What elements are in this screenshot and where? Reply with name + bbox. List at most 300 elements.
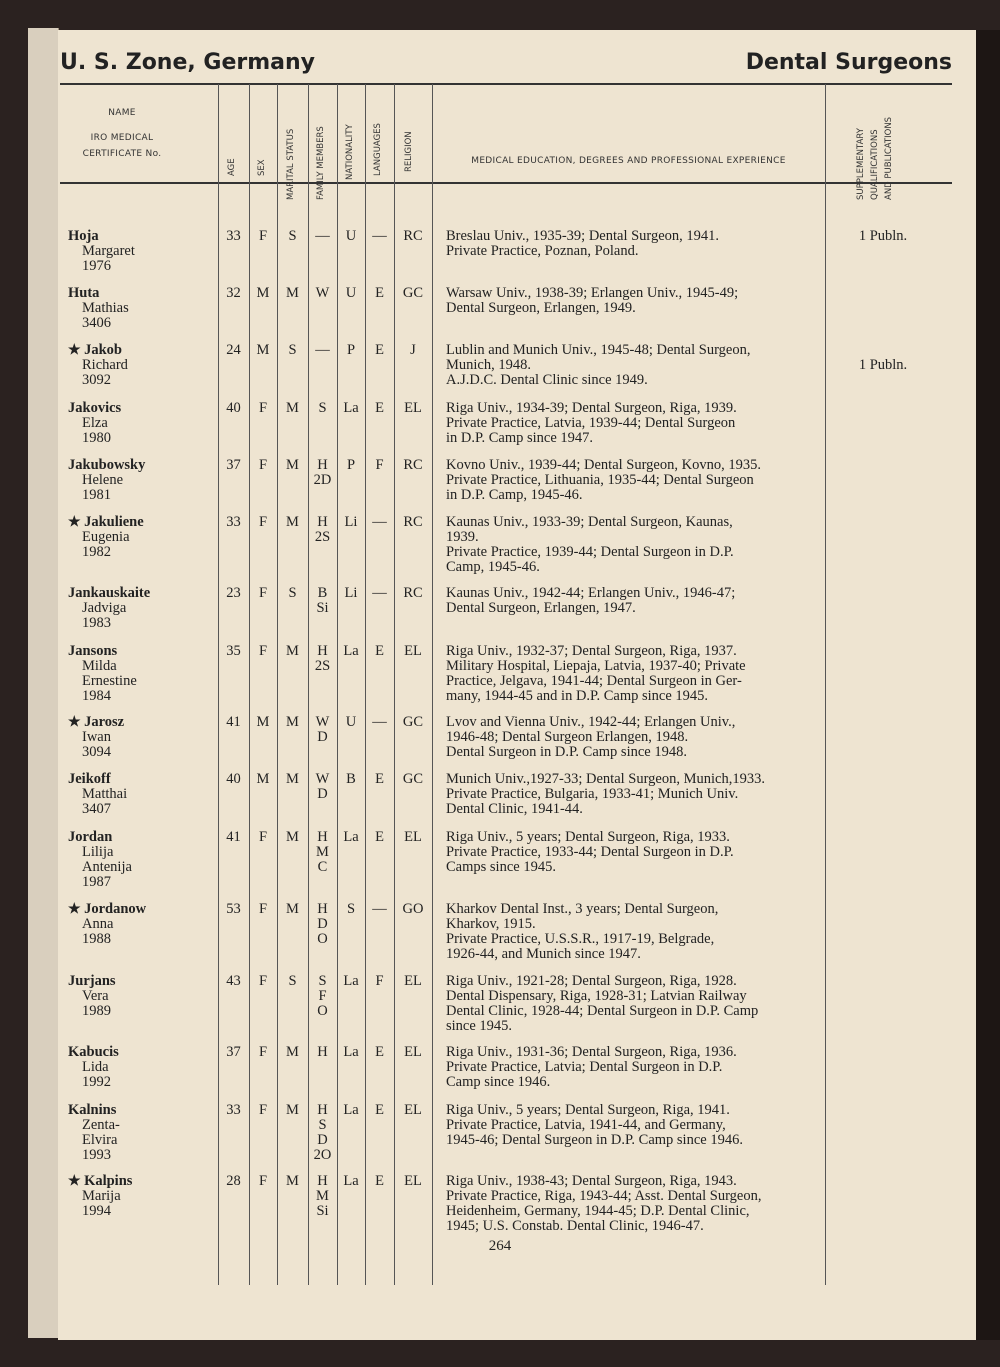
certificate-number: 1992 — [82, 1074, 111, 1090]
sex-cell: F — [258, 514, 268, 530]
surname-text: Jansons — [68, 643, 118, 659]
given-name: Eugenia — [82, 529, 130, 545]
family-cell — [308, 458, 337, 488]
marital-cell: M — [286, 771, 299, 787]
education-line: Warsaw Univ., 1938-39; Erlangen Univ., 1945-49; — [446, 285, 739, 301]
sex-cell: F — [258, 1044, 268, 1060]
family-column-header: FAMILY MEMBERS — [316, 126, 326, 200]
education-cell — [446, 458, 830, 503]
education-cell — [446, 1045, 830, 1090]
surname — [68, 902, 198, 917]
supp-column-header-1: SUPPLEMENTARY — [856, 128, 866, 200]
education-cell — [446, 715, 830, 760]
certificate-number: 1984 — [82, 688, 111, 704]
lang-cell: F — [375, 457, 384, 473]
surname-text: Kalnins — [68, 1102, 117, 1118]
education-cell — [446, 586, 830, 616]
education-cell — [446, 644, 830, 704]
certificate-number: 1993 — [82, 1147, 111, 1163]
education-line: Kovno Univ., 1939-44; Dental Surgeon, Kovno, 1935. — [446, 457, 761, 473]
given-name: Margaret — [82, 243, 135, 259]
name-cell — [68, 1174, 198, 1219]
given-name: Elza — [82, 415, 108, 431]
education-line: Camp since 1946. — [446, 1074, 551, 1090]
marital-cell: M — [286, 1044, 299, 1060]
education-line: many, 1944-45 and in D.P. Camp since 1945. — [446, 688, 709, 704]
rel-cell: GC — [402, 714, 424, 730]
surname-text: Jankauskaite — [68, 585, 151, 601]
rel-cell: GO — [402, 901, 424, 917]
education-line: Kaunas Univ., 1933-39; Dental Surgeon, Kaunas, — [446, 514, 733, 530]
education-line: Dental Clinic, 1928-44; Dental Surgeon in D.P. Camp — [446, 1003, 759, 1019]
education-line: Munich Univ.,1927-33; Dental Surgeon, Munich,1933. — [446, 771, 765, 787]
family-cell — [308, 515, 337, 545]
marital-cell: M — [286, 829, 299, 845]
name-cell — [68, 401, 198, 446]
family-member: F — [318, 988, 327, 1004]
education-line: Private Practice, 1933-44; Dental Surgeon in D.P. — [446, 844, 734, 860]
sex-cell: F — [258, 643, 268, 659]
age-cell: 24 — [226, 342, 241, 358]
nat-cell: Li — [344, 585, 358, 601]
star-icon: ★ — [68, 1174, 85, 1189]
education-cell — [446, 229, 830, 259]
nat-cell: P — [346, 342, 356, 358]
education-column-header: MEDICAL EDUCATION, DEGREES AND PROFESSIONAL EXPERIENCE — [471, 156, 786, 166]
family-cell — [308, 401, 337, 416]
given-name: Elvira — [82, 1132, 118, 1148]
surname-text: Kalpins — [84, 1173, 133, 1189]
name-cell — [68, 715, 198, 760]
surname — [68, 343, 198, 358]
family-member: D — [317, 786, 328, 802]
surname-text: Jarosz — [84, 714, 125, 730]
family-member: O — [317, 931, 328, 947]
education-cell — [446, 343, 830, 388]
marital-cell: M — [286, 1102, 299, 1118]
next-page-edge — [976, 30, 1000, 1340]
given-name: Jadviga — [82, 600, 127, 616]
education-line: Kaunas Univ., 1942-44; Erlangen Univ., 1946-47; — [446, 585, 736, 601]
surname — [68, 1103, 198, 1118]
surname — [68, 974, 198, 989]
family-member: H — [317, 643, 328, 659]
sex-cell: F — [258, 400, 268, 416]
education-cell — [446, 515, 830, 575]
rel-cell: EL — [404, 643, 422, 659]
supplementary-cell: 1 Publn. — [858, 228, 908, 244]
sex-cell: F — [258, 901, 268, 917]
surname — [68, 229, 198, 244]
surname-text: Jakob — [84, 342, 122, 358]
age-cell: 37 — [226, 1044, 241, 1060]
marital-cell: M — [286, 1173, 299, 1189]
family-member: H — [317, 1102, 328, 1118]
family-member: 2S — [314, 658, 331, 674]
family-member: M — [316, 1188, 329, 1204]
languages-column-header: LANGUAGES — [373, 123, 383, 176]
family-cell — [308, 715, 337, 745]
age-cell: 33 — [226, 1102, 241, 1118]
education-line: 1945; U.S. Constab. Dental Clinic, 1946-47. — [446, 1218, 704, 1234]
age-column-header: AGE — [227, 158, 237, 176]
marital-cell: S — [288, 973, 297, 989]
surname-text: Kabucis — [68, 1044, 119, 1060]
certificate-number: 1982 — [82, 544, 111, 560]
education-line: 1926-44, and Munich since 1947. — [446, 946, 641, 962]
name-cell — [68, 458, 198, 503]
family-member: 2D — [313, 472, 332, 488]
surname — [68, 772, 198, 787]
name-cell — [68, 644, 198, 704]
age-cell: 40 — [226, 771, 241, 787]
education-line: Private Practice, Latvia, 1941-44, and Germany, — [446, 1117, 726, 1133]
name-cell — [68, 286, 198, 331]
lang-cell: — — [372, 228, 387, 244]
certificate-number: 1987 — [82, 874, 111, 890]
marital-cell: M — [286, 285, 299, 301]
education-line: Riga Univ., 1921-28; Dental Surgeon, Riga, 1928. — [446, 973, 737, 989]
family-cell — [308, 229, 337, 244]
education-line: Camps since 1945. — [446, 859, 556, 875]
surname-text: Jordanow — [84, 901, 147, 917]
family-member: H — [317, 514, 328, 530]
family-member: S — [318, 400, 327, 416]
surname-text: Jeikoff — [68, 771, 111, 787]
education-line: in D.P. Camp, 1945-46. — [446, 487, 583, 503]
education-line: Riga Univ., 1938-43; Dental Surgeon, Riga, 1943. — [446, 1173, 737, 1189]
education-line: Private Practice, 1939-44; Dental Surgeon in D.P. — [446, 544, 734, 560]
rel-cell: J — [410, 342, 416, 358]
sex-column-header: SEX — [257, 159, 267, 176]
surname — [68, 715, 198, 730]
nat-cell: La — [343, 973, 359, 989]
sex-cell: M — [256, 285, 270, 301]
given-name: Vera — [82, 988, 109, 1004]
marital-cell: M — [286, 714, 299, 730]
family-member: O — [317, 1003, 328, 1019]
column-divider — [432, 84, 433, 1285]
nat-cell: U — [345, 228, 357, 244]
rel-cell: RC — [403, 228, 423, 244]
education-line: since 1945. — [446, 1018, 513, 1034]
age-cell: 41 — [226, 714, 241, 730]
rel-cell: EL — [404, 1044, 422, 1060]
education-cell — [446, 772, 830, 817]
education-line: Camp, 1945-46. — [446, 559, 540, 575]
education-line: Riga Univ., 1932-37; Dental Surgeon, Riga, 1937. — [446, 643, 737, 659]
family-member: S — [318, 973, 327, 989]
surname-text: Huta — [68, 285, 100, 301]
star-icon: ★ — [68, 343, 85, 358]
name-cell — [68, 343, 198, 388]
nat-cell: La — [343, 400, 359, 416]
lang-cell: E — [375, 342, 384, 358]
family-cell — [308, 343, 337, 358]
family-cell — [308, 1103, 337, 1163]
education-line: Breslau Univ., 1935-39; Dental Surgeon, 1941. — [446, 228, 720, 244]
lang-cell: E — [375, 400, 384, 416]
given-name: Iwan — [82, 729, 111, 745]
lang-cell: E — [375, 1044, 384, 1060]
education-cell — [446, 1103, 830, 1148]
name-cell — [68, 830, 198, 890]
header-rule — [60, 83, 952, 85]
education-line: Riga Univ., 1934-39; Dental Surgeon, Riga, 1939. — [446, 400, 737, 416]
education-line: Lublin and Munich Univ., 1945-48; Dental Surgeon, — [446, 342, 751, 358]
given-name: Anna — [82, 916, 114, 932]
certificate-number: 3407 — [82, 801, 111, 817]
family-member: H — [317, 901, 328, 917]
given-name: Matthai — [82, 786, 128, 802]
name-cell — [68, 974, 198, 1019]
education-cell — [446, 1174, 830, 1234]
family-member: H — [317, 829, 328, 845]
education-line: Munich, 1948. — [446, 357, 531, 373]
header-region: U. S. Zone, Germany — [60, 50, 316, 75]
education-line: Private Practice, Latvia; Dental Surgeon in D.P. — [446, 1059, 723, 1075]
education-line: Private Practice, U.S.S.R., 1917-19, Belgrade, — [446, 931, 715, 947]
rel-cell: EL — [404, 973, 422, 989]
certificate-number: 1976 — [82, 258, 111, 274]
certificate-number: 1988 — [82, 931, 111, 947]
education-line: 1946-48; Dental Surgeon Erlangen, 1948. — [446, 729, 689, 745]
age-cell: 35 — [226, 643, 241, 659]
given-name: Zenta- — [82, 1117, 120, 1133]
education-line: 1945-46; Dental Surgeon in D.P. Camp since 1946. — [446, 1132, 743, 1148]
name-column-header: NAME IRO MEDICAL CERTIFICATE No. — [82, 108, 162, 159]
marital-column-header: MARITAL STATUS — [286, 128, 296, 200]
nat-cell: U — [345, 285, 357, 301]
nat-cell: S — [346, 901, 356, 917]
age-cell: 33 — [226, 514, 241, 530]
star-icon: ★ — [68, 715, 85, 730]
name-cell — [68, 772, 198, 817]
name-cell — [68, 229, 198, 274]
family-cell — [308, 974, 337, 1019]
nat-cell: P — [346, 457, 356, 473]
education-line: Riga Univ., 5 years; Dental Surgeon, Riga, 1933. — [446, 829, 730, 845]
family-member: Si — [316, 600, 329, 616]
lang-cell: E — [375, 771, 384, 787]
given-name: Lilija — [82, 844, 114, 860]
age-cell: 32 — [226, 285, 241, 301]
sex-cell: F — [258, 829, 268, 845]
given-name: Marija — [82, 1188, 121, 1204]
sex-cell: F — [258, 228, 268, 244]
age-cell: 28 — [226, 1173, 241, 1189]
marital-cell: M — [286, 400, 299, 416]
surname-text: Jakovics — [68, 400, 122, 416]
age-cell: 43 — [226, 973, 241, 989]
family-member: — — [315, 342, 330, 358]
name-cell — [68, 515, 198, 560]
surname — [68, 830, 198, 845]
sex-cell: M — [256, 714, 270, 730]
certificate-number: 3406 — [82, 315, 111, 331]
rel-cell: EL — [404, 1173, 422, 1189]
page-number: 264 — [488, 1238, 512, 1254]
nat-cell: B — [346, 771, 356, 787]
education-line: Kharkov Dental Inst., 3 years; Dental Surgeon, — [446, 901, 719, 917]
surname — [68, 401, 198, 416]
age-cell: 33 — [226, 228, 241, 244]
lang-cell: E — [375, 829, 384, 845]
family-member: B — [317, 585, 328, 601]
certificate-number: 1981 — [82, 487, 111, 503]
star-icon: ★ — [68, 902, 85, 917]
education-line: Private Practice, Bulgaria, 1933-41; Munich Univ. — [446, 786, 739, 802]
given-name: Richard — [82, 357, 128, 373]
marital-cell: M — [286, 901, 299, 917]
lang-cell: E — [375, 285, 384, 301]
family-member: Si — [316, 1203, 329, 1219]
family-member: W — [315, 285, 330, 301]
education-line: Private Practice, Lithuania, 1935-44; Dental Surgeon — [446, 472, 754, 488]
education-cell — [446, 902, 830, 962]
religion-column-header: RELIGION — [404, 131, 414, 172]
education-line: A.J.D.C. Dental Clinic since 1949. — [446, 372, 648, 388]
nat-cell: U — [345, 714, 357, 730]
education-line: Military Hospital, Liepaja, Latvia, 1937-40; Private — [446, 658, 746, 674]
age-cell: 41 — [226, 829, 241, 845]
surname-text: Jordan — [68, 829, 113, 845]
surname — [68, 1045, 198, 1060]
family-member: W — [315, 771, 330, 787]
family-member: D — [317, 916, 328, 932]
certificate-number: 1983 — [82, 615, 111, 631]
supplementary-cell: 1 Publn. — [858, 357, 908, 373]
name-cell — [68, 1103, 198, 1163]
nat-cell: La — [343, 643, 359, 659]
rel-cell: EL — [404, 1102, 422, 1118]
nat-cell: La — [343, 1044, 359, 1060]
surname-text: Jurjans — [68, 973, 116, 989]
family-member: S — [318, 1117, 327, 1133]
lang-cell: — — [372, 714, 387, 730]
education-line: Riga Univ., 1931-36; Dental Surgeon, Riga, 1936. — [446, 1044, 737, 1060]
family-member: H — [317, 1173, 328, 1189]
family-cell — [308, 1045, 337, 1060]
rel-cell: GC — [402, 771, 424, 787]
surname-text: Jakubowsky — [68, 457, 146, 473]
supp-column-header-3: AND PUBLICATIONS — [884, 116, 894, 200]
age-cell: 53 — [226, 901, 241, 917]
education-line: Riga Univ., 5 years; Dental Surgeon, Riga, 1941. — [446, 1102, 730, 1118]
education-line: Dental Clinic, 1941-44. — [446, 801, 583, 817]
education-line: Kharkov, 1915. — [446, 916, 536, 932]
marital-cell: M — [286, 643, 299, 659]
marital-cell: M — [286, 457, 299, 473]
header-section: Dental Surgeons — [745, 50, 952, 75]
education-line: Private Practice, Poznan, Poland. — [446, 243, 639, 259]
education-line: Private Practice, Latvia, 1939-44; Dental Surgeon — [446, 415, 736, 431]
given-name: Mathias — [82, 300, 129, 316]
education-cell — [446, 830, 830, 875]
education-cell — [446, 401, 830, 446]
education-line: Heidenheim, Germany, 1944-45; D.P. Dental Clinic, — [446, 1203, 750, 1219]
family-cell — [308, 644, 337, 674]
lang-cell: — — [372, 585, 387, 601]
age-cell: 40 — [226, 400, 241, 416]
family-member: D — [317, 1132, 328, 1148]
education-line: Dental Surgeon in D.P. Camp since 1948. — [446, 744, 687, 760]
family-member: 2O — [313, 1147, 332, 1163]
rel-cell: RC — [403, 514, 423, 530]
family-member: M — [316, 844, 329, 860]
family-member: 2S — [314, 529, 331, 545]
family-member: H — [317, 1044, 328, 1060]
sex-cell: M — [256, 342, 270, 358]
nat-cell: La — [343, 1173, 359, 1189]
given-name: Ernestine — [82, 673, 137, 689]
marital-cell: S — [288, 342, 297, 358]
surname — [68, 644, 198, 659]
lang-cell: F — [375, 973, 384, 989]
surname-text: Jakuliene — [84, 514, 144, 530]
family-cell — [308, 586, 337, 616]
certificate-number: 1989 — [82, 1003, 111, 1019]
education-cell — [446, 286, 830, 316]
name-cell — [68, 586, 198, 631]
education-line: Private Practice, Riga, 1943-44; Asst. Dental Surgeon, — [446, 1188, 762, 1204]
rel-cell: RC — [403, 457, 423, 473]
family-member: D — [317, 729, 328, 745]
family-cell — [308, 772, 337, 802]
lang-cell: E — [375, 1102, 384, 1118]
surname — [68, 458, 198, 473]
education-line: Practice, Jelgava, 1941-44; Dental Surgeon in Ger- — [446, 673, 742, 689]
supp-column-header-2: QUALIFICATIONS — [870, 129, 880, 200]
surname-text: Hoja — [68, 228, 99, 244]
lang-cell: — — [372, 901, 387, 917]
education-line: Dental Dispensary, Riga, 1928-31; Latvian Railway — [446, 988, 747, 1004]
given-name: Milda — [82, 658, 117, 674]
age-cell: 37 — [226, 457, 241, 473]
family-cell — [308, 1174, 337, 1219]
education-line: 1939. — [446, 529, 479, 545]
given-name: Antenija — [82, 859, 132, 875]
family-cell — [308, 830, 337, 875]
star-icon: ★ — [68, 515, 85, 530]
sex-cell: F — [258, 585, 268, 601]
family-cell — [308, 902, 337, 947]
name-cell — [68, 902, 198, 947]
lang-cell: — — [372, 514, 387, 530]
given-name: Lida — [82, 1059, 109, 1075]
marital-cell: S — [288, 585, 297, 601]
family-member: C — [317, 859, 328, 875]
family-member: W — [315, 714, 330, 730]
nat-cell: La — [343, 829, 359, 845]
lang-cell: E — [375, 1173, 384, 1189]
sex-cell: F — [258, 1173, 268, 1189]
rel-cell: GC — [402, 285, 424, 301]
sex-cell: F — [258, 457, 268, 473]
education-line: in D.P. Camp since 1947. — [446, 430, 594, 446]
surname — [68, 286, 198, 301]
family-member: — — [315, 228, 330, 244]
given-name: Helene — [82, 472, 124, 488]
education-line: Lvov and Vienna Univ., 1942-44; Erlangen Univ., — [446, 714, 736, 730]
nationality-column-header: NATIONALITY — [345, 124, 355, 180]
education-line: Dental Surgeon, Erlangen, 1947. — [446, 600, 636, 616]
rel-cell: RC — [403, 585, 423, 601]
sex-cell: F — [258, 973, 268, 989]
marital-cell: S — [288, 228, 297, 244]
marital-cell: M — [286, 514, 299, 530]
sex-cell: F — [258, 1102, 268, 1118]
